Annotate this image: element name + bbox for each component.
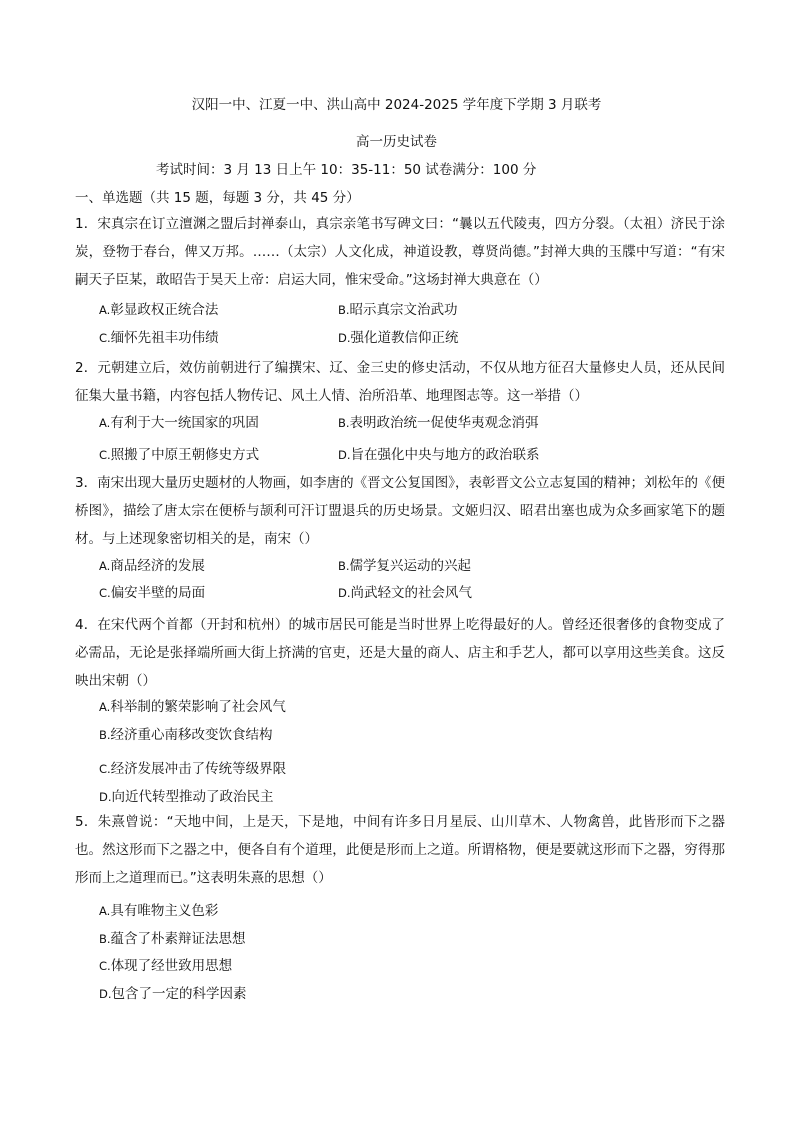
option-text: 表明政治统一促使华夷观念消弭 (349, 415, 539, 431)
question-2 (75, 355, 725, 411)
option-5b[interactable] (99, 930, 246, 948)
option-letter: C. (99, 586, 111, 600)
option-text: 彰显政权正统合法 (110, 302, 219, 318)
option-2c[interactable] (99, 446, 259, 464)
option-text: 旨在强化中央与地方的政治联系 (350, 447, 540, 463)
option-text: 商品经济的发展 (110, 558, 205, 574)
question-number: 5． (75, 814, 98, 830)
option-letter: B. (338, 303, 350, 317)
option-4d[interactable] (99, 788, 274, 806)
option-4c[interactable] (99, 760, 286, 778)
question-stem: 在宋代两个首都（开封和杭州）的城市居民可能是当时世界上吃得最好的人。曾经还很奢侈的食物变成了必需品，无论是张择端所画大街上挤满的官吏，还是大量的商人、店主和手艺人，都可以享用这些美食。这反映出宋朝（） (75, 617, 726, 689)
option-3d[interactable] (338, 584, 472, 602)
question-3 (75, 470, 725, 553)
option-letter: D. (338, 448, 351, 462)
option-text: 经济发展冲击了传统等级界限 (110, 761, 287, 777)
option-5c[interactable] (99, 957, 232, 975)
option-text: 缅怀先祖丰功伟绩 (110, 330, 219, 346)
question-number: 1． (75, 216, 98, 232)
option-letter: A. (99, 904, 111, 918)
option-text: 蕴含了朴素辩证法思想 (110, 931, 246, 947)
option-letter: D. (338, 586, 351, 600)
option-text: 儒学复兴运动的兴起 (349, 558, 472, 574)
option-3c[interactable] (99, 584, 205, 602)
option-text: 强化道教信仰正统 (350, 330, 459, 346)
option-5d[interactable] (99, 985, 247, 1003)
option-letter: A. (99, 416, 111, 430)
option-4b[interactable] (99, 726, 273, 744)
option-text: 体现了经世致用思想 (110, 958, 233, 974)
exam-title: 汉阳一中、江夏一中、洪山高中 2024-2025 学年度下学期 3 月联考 (191, 97, 602, 113)
option-letter: C. (99, 959, 111, 973)
option-4a[interactable] (99, 698, 286, 716)
option-2d[interactable] (338, 446, 540, 464)
option-letter: B. (99, 728, 111, 742)
question-1 (75, 211, 725, 294)
option-3a[interactable] (99, 557, 205, 575)
question-stem: 南宋出现大量历史题材的人物画，如李唐的《晋文公复国图》，表彰晋文公立志复国的精神；刘松年的《便桥图》，描绘了唐太宗在便桥与颉利可汗订盟退兵的历史场景。文姬归汉、昭君出塞也成为众多画家笔下的题材。与上述现象密切相关的是，南宋（） (75, 475, 726, 547)
subject-title: 高一历史试卷 (356, 134, 437, 150)
option-1c[interactable] (99, 329, 219, 347)
option-text: 偏安半壁的局面 (110, 585, 206, 601)
option-letter: D. (99, 987, 112, 1001)
option-letter: A. (99, 303, 111, 317)
option-text: 照搬了中原王朝修史方式 (110, 447, 260, 463)
option-text: 尚武轻文的社会风气 (350, 585, 473, 601)
option-1a[interactable] (99, 301, 218, 319)
option-text: 向近代转型推动了政治民主 (111, 789, 274, 805)
option-letter: D. (338, 331, 351, 345)
option-letter: B. (338, 416, 350, 430)
question-stem: 朱熹曾说：“天地中间，上是天，下是地，中间有许多日月星辰、山川草木、人物禽兽，此皆形而下之器也。然这形而下之器之中，便各自有个道理，此便是形而上之道。所谓格物，便是要就这形而下之器，穷得那形而上之道理而已。”这表明朱熹的思想（） (75, 814, 726, 886)
option-text: 有利于大一统国家的巩固 (110, 415, 259, 431)
option-2a[interactable] (99, 414, 259, 432)
option-text: 昭示真宗文治武功 (349, 302, 458, 318)
option-letter: C. (99, 448, 111, 462)
question-number: 2． (75, 360, 98, 376)
option-letter: D. (99, 790, 112, 804)
section-title: 一、单选题（共 15 题，每题 3 分，共 45 分） (75, 190, 360, 206)
option-3b[interactable] (338, 557, 471, 575)
option-1b[interactable] (338, 301, 458, 319)
option-2b[interactable] (338, 414, 539, 432)
option-letter: B. (338, 559, 350, 573)
question-number: 4． (75, 617, 98, 633)
option-letter: B. (99, 932, 111, 946)
option-5a[interactable] (99, 902, 218, 920)
question-stem: 元朝建立后，效仿前朝进行了编撰宋、辽、金三史的修史活动，不仅从地方征召大量修史人员，还从民间征集大量书籍，内容包括人物传记、风土人情、治所沿革、地理图志等。这一举措（） (75, 360, 726, 404)
option-letter: A. (99, 559, 111, 573)
question-stem: 宋真宗在订立澶渊之盟后封禅泰山，真宗亲笔书写碑文曰：“曩以五代陵夷，四方分裂。（太祖）济民于涂炭，登物于春台，俾又万邦。……（太宗）人文化成，神道设教，尊贤尚德。”封禅大典的玉牒中写道：“有宋嗣天子臣某，敢昭告于昊天上帝：启运大同，惟宋受命。”这场封禅大典意在（） (75, 216, 725, 288)
question-number: 3． (75, 475, 98, 491)
option-text: 科举制的繁荣影响了社会风气 (110, 699, 286, 715)
option-text: 包含了一定的科学因素 (111, 986, 247, 1002)
question-4 (75, 612, 725, 695)
option-letter: A. (99, 700, 111, 714)
option-text: 具有唯物主义色彩 (110, 903, 219, 919)
exam-info: 考试时间：3 月 13 日上午 10：35-11：50 试卷满分：100 分 (156, 162, 537, 178)
option-letter: C. (99, 331, 111, 345)
option-letter: C. (99, 762, 111, 776)
question-5 (75, 809, 725, 892)
option-text: 经济重心南移改变饮食结构 (110, 727, 273, 743)
option-1d[interactable] (338, 329, 459, 347)
